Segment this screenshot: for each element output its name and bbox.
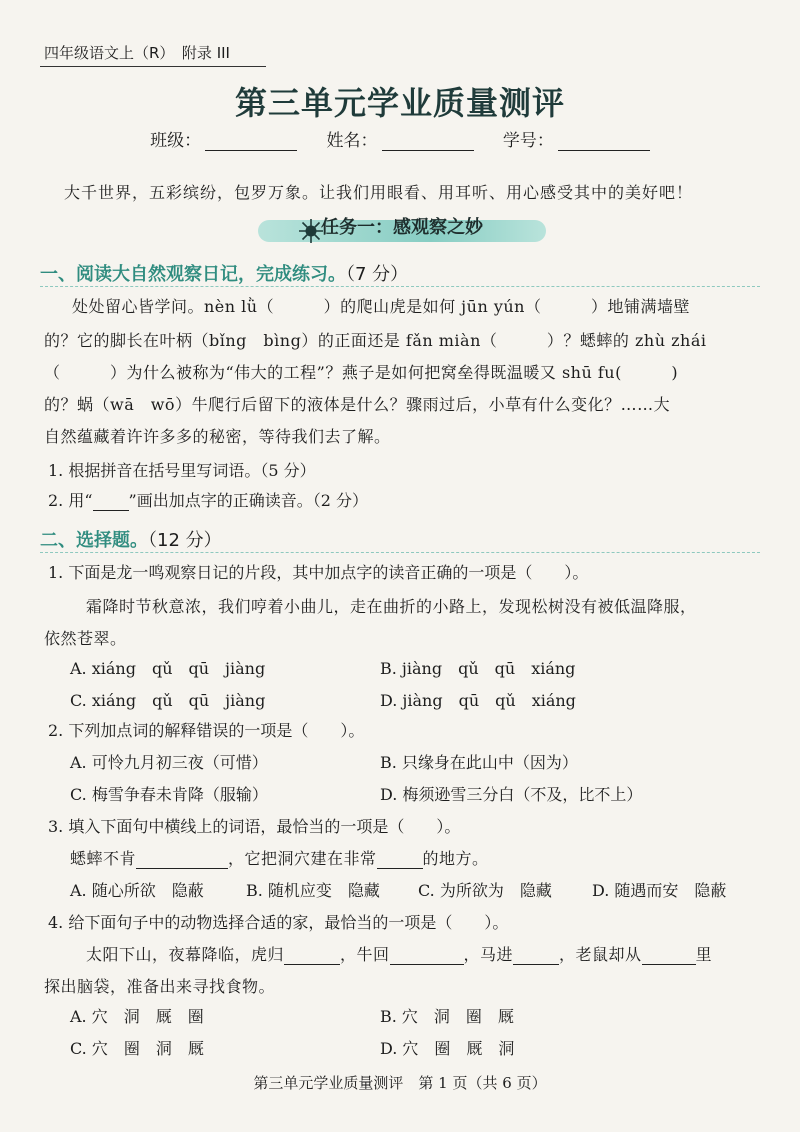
s2-q3-blank-1[interactable] (136, 852, 228, 869)
s2-q4-sentence-line-2: 探出脑袋，准备出来寻找食物。 (44, 977, 276, 996)
s2-q3-sentence-a: 蟋蟀不肯 (70, 849, 137, 868)
s1-q2-suffix: ”画出加点字的正确读音。（2 分） (128, 491, 368, 510)
s2-q4-option-c[interactable]: C. 穴 圈 洞 厩 (70, 1039, 204, 1058)
s2-q3-sentence (70, 846, 489, 869)
s2-q1-passage-line-1: 霜降时节秋意浓，我们哼着小曲儿，走在曲折的小路上，发现松树没有被低温降服， (86, 597, 697, 616)
s2-q4-sentence-line-1 (86, 942, 712, 965)
s2-q3-option-d[interactable]: D. 随遇而安 隐蔽 (592, 881, 727, 900)
id-blank[interactable] (558, 132, 650, 151)
s1-question-2 (48, 488, 368, 511)
s2-q2-option-c[interactable]: C. 梅雪争春未肯降（服输） (70, 785, 268, 804)
passage-line-3: （ ）为什么被称为“伟大的工程”？燕子是如何把窝垒得既温暖又 shū fu( ) (44, 363, 679, 382)
page-title: 第三单元学业质量测评 (234, 84, 565, 122)
task-title: 任务一：感观察之妙 (321, 217, 483, 238)
id-label: 学号： (502, 131, 554, 151)
header-divider (40, 66, 266, 67)
s2-q4-blank-2[interactable] (390, 948, 464, 965)
page-footer: 第三单元学业质量测评 第 1 页（共 6 页） (253, 1074, 547, 1092)
s2-question-4: 4. 给下面句子中的动物选择合适的家，最恰当的一项是（ ）。 (48, 913, 509, 932)
s2-question-2: 2. 下列加点词的解释错误的一项是（ ）。 (48, 721, 365, 740)
s1-q2-prefix: 2. 用“ (48, 491, 93, 510)
s1-q2-underline-sample (93, 494, 129, 511)
s2-q3-sentence-b: ，它把洞穴建在非常 (228, 849, 377, 868)
s2-q4-a: 太阳下山，夜幕降临，虎归 (86, 945, 285, 964)
s2-q3-blank-2[interactable] (377, 852, 423, 869)
s2-q4-b: ，牛回 (340, 945, 390, 964)
s2-q1-option-a[interactable]: A. xiáng qǔ qū jiàng (70, 659, 266, 678)
class-label: 班级： (150, 131, 202, 151)
s2-q4-blank-4[interactable] (642, 948, 696, 965)
task-banner (258, 212, 546, 242)
s2-q4-e: 里 (695, 945, 713, 964)
passage-line-2: 的？它的脚长在叶柄（bǐng bìng）的正面还是 fǎn miàn（ ）？蟋蟀的 zhù zhái (44, 331, 707, 350)
s2-q1-passage-line-2: 依然苍翠。 (44, 629, 127, 648)
section-2-title: 二、选择题。 (40, 530, 148, 551)
s2-q4-blank-3[interactable] (513, 948, 559, 965)
section-1-points: （7 分） (346, 264, 409, 285)
passage-line-5: 自然蕴藏着许许多多的秘密，等待我们去了解。 (44, 427, 391, 446)
s2-q4-blank-1[interactable] (284, 948, 340, 965)
section-1-title: 一、阅读大自然观察日记，完成练习。 (40, 264, 346, 285)
s2-q3-option-b[interactable]: B. 随机应变 隐藏 (246, 881, 380, 900)
s2-q1-option-b[interactable]: B. jiàng qǔ qū xiáng (380, 659, 576, 678)
s2-q2-option-a[interactable]: A. 可怜九月初三夜（可惜） (70, 753, 268, 772)
header-tag: 四年级语文上（R） 附录 III (44, 44, 230, 62)
student-info-row (0, 126, 800, 151)
s2-q4-option-d[interactable]: D. 穴 圈 厩 洞 (380, 1039, 515, 1058)
s2-q1-option-d[interactable]: D. jiàng qū qǔ xiáng (380, 691, 576, 710)
s2-q2-option-d[interactable]: D. 梅须逊雪三分白（不及，比不上） (380, 785, 643, 804)
s2-question-3: 3. 填入下面句中横线上的词语，最恰当的一项是（ ）。 (48, 817, 461, 836)
s2-q3-option-c[interactable]: C. 为所欲为 隐藏 (418, 881, 552, 900)
name-label: 姓名： (326, 131, 378, 151)
s2-q4-option-b[interactable]: B. 穴 洞 圈 厩 (380, 1007, 514, 1026)
section-2-points: （12 分） (148, 530, 222, 551)
s2-q4-option-a[interactable]: A. 穴 洞 厩 圈 (70, 1007, 204, 1026)
s1-question-1: 1. 根据拼音在括号里写词语。（5 分） (48, 461, 316, 480)
class-blank[interactable] (205, 132, 297, 151)
s2-question-1: 1. 下面是龙一鸣观察日记的片段，其中加点字的读音正确的一项是（ ）。 (48, 563, 589, 582)
section-1-heading (40, 260, 408, 286)
s2-q4-c: ，马进 (463, 945, 514, 964)
s2-q2-option-b[interactable]: B. 只缘身在此山中（因为） (380, 753, 578, 772)
passage-line-1: 处处留心皆学问。nèn lǜ（ ）的爬山虎是如何 jūn yún（ ）地铺满墙壁 (72, 297, 690, 316)
s2-q1-option-c[interactable]: C. xiáng qǔ qū jiàng (70, 691, 266, 710)
name-blank[interactable] (382, 132, 474, 151)
s2-q3-sentence-c: 的地方。 (422, 849, 489, 868)
section-2-heading (40, 526, 222, 552)
intro-text: 大千世界，五彩缤纷，包罗万象。让我们用眼看、用耳听、用心感受其中的美好吧！ (64, 183, 694, 202)
section-2-divider (40, 552, 760, 553)
s2-q4-d: ，老鼠却从 (559, 945, 642, 964)
section-1-divider (40, 286, 760, 287)
s2-q3-option-a[interactable]: A. 随心所欲 隐蔽 (70, 881, 204, 900)
passage-line-4: 的？蜗（wā wō）牛爬行后留下的液体是什么？骤雨过后，小草有什么变化？……大 (44, 395, 671, 414)
